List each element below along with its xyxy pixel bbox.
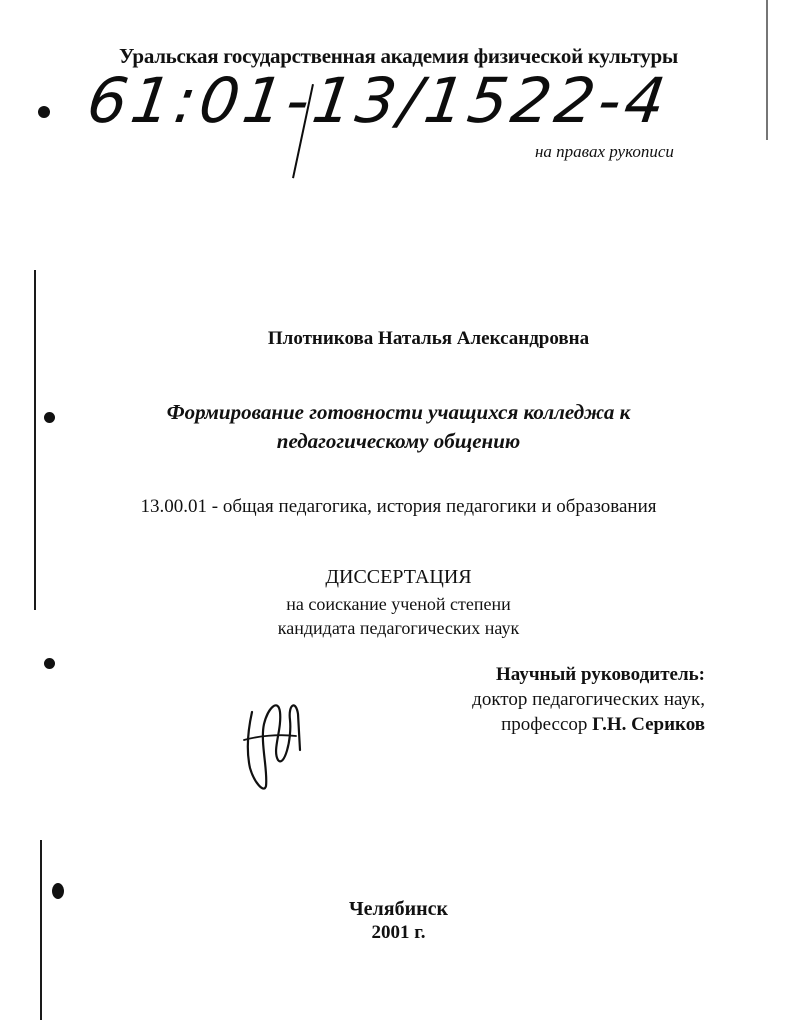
dissertation-title [0,398,797,456]
specialty-code: 13.00.01 - общая педагогика, история педагогики и образования [140,496,657,517]
supervisor-label: Научный руководитель: [496,664,705,685]
supervisor-rank-line [472,712,705,737]
purpose-line: на соискание ученой степени [286,594,511,614]
punch-hole-mark [38,106,50,118]
title-line: Формирование готовности учащихся колледжа к [166,400,631,424]
purpose-line: кандидата педагогических наук [277,618,520,638]
dissertation-purpose [0,592,797,640]
institution-name: Уральская государственная академия физической культуры [119,44,678,68]
author-name: Плотникова Наталья Александровна [267,328,590,349]
supervisor-block [472,662,705,737]
punch-hole-mark [44,658,55,669]
handwritten-signature [238,690,308,800]
dissertation-type: ДИССЕРТАЦИЯ [325,566,472,588]
year: 2001 г. [371,922,426,943]
archive-code: 61:01-13/1522-4 [82,64,674,137]
title-line: педагогическому общению [276,429,521,453]
manuscript-note: на правах рукописи [535,142,674,161]
punch-hole-mark [52,883,64,899]
city: Челябинск [348,898,449,920]
supervisor-name: Г.Н. Сериков [592,714,705,735]
supervisor-degree: доктор педагогических наук, [472,689,705,710]
supervisor-rank: профессор [501,714,588,735]
scan-edge-line [766,0,768,140]
